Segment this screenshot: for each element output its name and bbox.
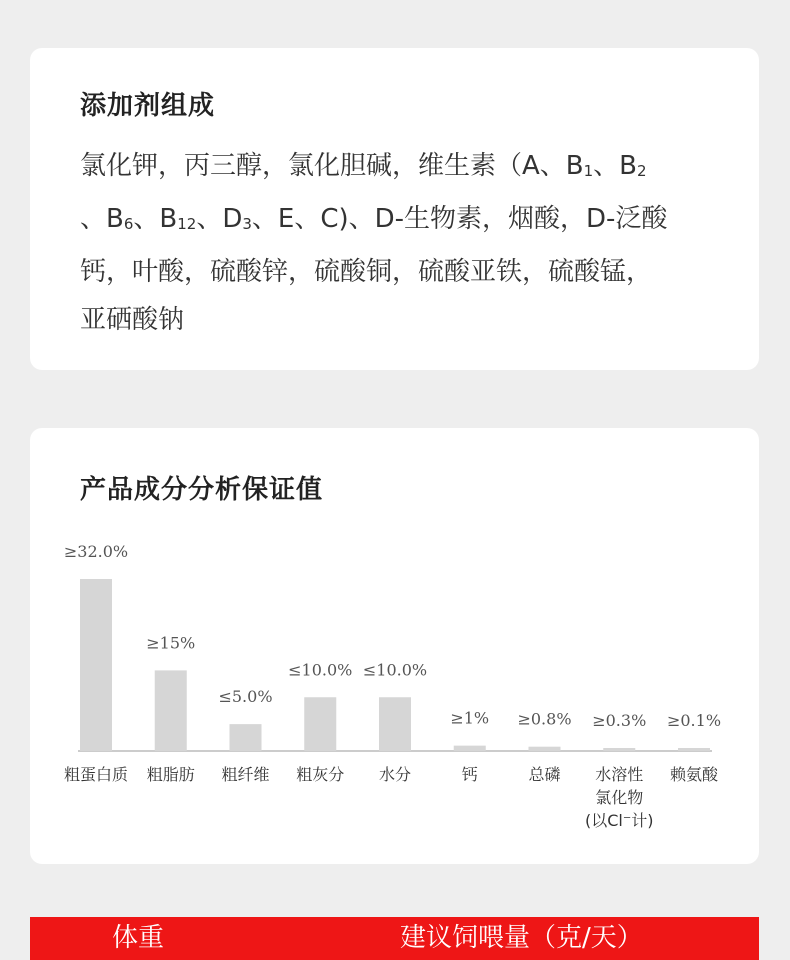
header-feeding-amount: 建议饲喂量（克/天）: [400, 923, 643, 953]
bar-value-label: ≥1%: [450, 708, 490, 728]
additives-line: [80, 142, 720, 195]
subscript: 6: [123, 215, 134, 233]
bar: [454, 746, 486, 751]
bar: [230, 724, 262, 751]
bar-value-label: ≤10.0%: [362, 660, 428, 680]
subscript: 1: [583, 162, 594, 180]
category-label: 粗灰分: [296, 765, 345, 784]
subscript: 12: [177, 215, 197, 233]
category-label: 水分: [378, 765, 412, 784]
category-label: 粗纤维: [221, 765, 270, 784]
additives-text: [80, 142, 720, 344]
additives-line: [80, 296, 720, 344]
bar-value-label: ≥0.3%: [592, 711, 647, 730]
text-run: 钙，叶酸，硫酸锌，硫酸铜，硫酸亚铁，硫酸锰，: [80, 257, 653, 287]
bar: [304, 697, 336, 751]
text-run: 、B: [133, 204, 178, 234]
bar-value-label: ≤5.0%: [218, 687, 273, 707]
additives-card: [30, 48, 759, 370]
additives-title: 添加剂组成: [80, 91, 216, 121]
analysis-card: [30, 428, 759, 864]
header-weight: 体重: [112, 923, 165, 953]
additives-line: [80, 195, 720, 248]
text-run: 、B: [593, 151, 638, 181]
bar: [678, 748, 710, 751]
category-label: 水溶性氯化物(以Cl⁻计): [584, 765, 654, 830]
category-label: 总磷: [528, 765, 561, 784]
text-run: 、E、C)、D-生物素，烟酸，D-泛酸: [251, 204, 668, 234]
bar-value-label: ≥15%: [146, 633, 196, 653]
bar: [529, 747, 561, 751]
additives-line: [80, 248, 720, 296]
category-label: 粗脂肪: [146, 765, 195, 784]
bar-value-label: ≥32.0%: [63, 542, 129, 561]
composition-bar-chart: [30, 428, 759, 864]
bar: [155, 670, 187, 751]
bar-value-label: ≥0.8%: [517, 709, 572, 729]
bar: [603, 748, 635, 751]
bar-value-label: ≤10.0%: [288, 660, 353, 680]
feeding-table-header: [30, 917, 759, 960]
text-run: 、D: [196, 204, 243, 234]
category-label: 钙: [461, 765, 478, 784]
text-run: 氯化钾，丙三醇，氯化胆碱，维生素（A、B: [80, 151, 584, 181]
subscript: 3: [242, 215, 252, 233]
text-run: 亚硒酸钠: [80, 305, 185, 335]
text-run: 、B: [80, 204, 124, 234]
category-label: 赖氨酸: [669, 765, 719, 784]
bar: [379, 697, 411, 751]
category-label: 粗蛋白质: [63, 765, 129, 784]
analysis-title: 产品成分分析保证值: [80, 475, 324, 505]
bar-value-label: ≥0.1%: [666, 711, 722, 730]
subscript: 2: [637, 162, 647, 180]
bar: [80, 579, 112, 751]
